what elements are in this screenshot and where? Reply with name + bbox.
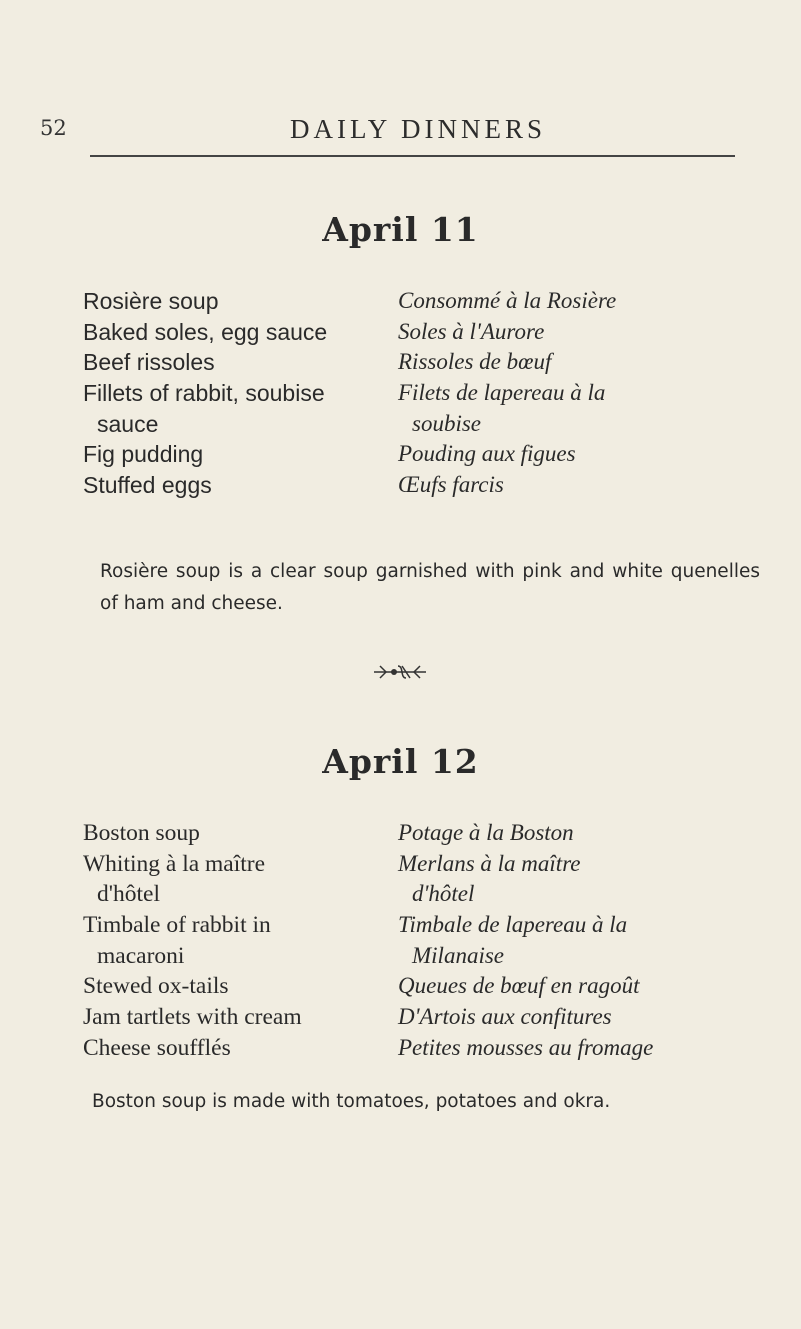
dish-english: Stuffed eggs	[83, 472, 212, 499]
dish-english: d'hôtel	[97, 881, 160, 908]
dish-french: Pouding aux figues	[398, 441, 576, 467]
dish-english: Jam tartlets with cream	[83, 1004, 302, 1031]
menu-date-heading: April 11	[322, 210, 479, 249]
dish-english: sauce	[97, 410, 159, 437]
dish-french: D'Artois aux confitures	[398, 1004, 612, 1030]
dish-french: Merlans à la maître	[398, 850, 581, 876]
french-dish-list	[398, 286, 758, 501]
dish-english: Stewed ox-tails	[83, 973, 229, 1000]
running-head: DAILY DINNERS	[290, 114, 547, 144]
dish-french: Consommé à la Rosière	[398, 288, 617, 313]
dish-english: Cheese soufflés	[83, 1034, 231, 1061]
header-rule	[90, 155, 735, 157]
dish-french: Œufs farcis	[398, 472, 504, 498]
dish-english: Beef rissoles	[83, 349, 215, 376]
dish-english: Fig pudding	[83, 441, 204, 468]
dish-french: Queues de bœuf en ragoût	[398, 973, 640, 999]
dish-french: Rissoles de bœuf	[398, 349, 552, 375]
english-dish-list	[83, 818, 383, 1064]
dish-french: Petites mousses au fromage	[398, 1034, 654, 1060]
dish-english: Baked soles, egg sauce	[83, 318, 328, 345]
english-dish-list	[83, 286, 383, 501]
dish-english: Rosière soup	[83, 288, 219, 314]
dish-french: Milanaise	[412, 942, 504, 968]
dish-french: Filets de lapereau à la	[398, 380, 606, 406]
ornament-divider	[370, 660, 430, 684]
dish-english: Timbale of rabbit in	[83, 912, 271, 939]
dish-english: Boston soup	[83, 820, 200, 846]
french-dish-list	[398, 818, 758, 1064]
dish-french: Timbale de lapereau à la	[398, 912, 628, 938]
dish-french: Soles à l'Aurore	[398, 318, 545, 344]
menu-note: Rosière soup is a clear soup garnished with pink and white quenelles of ham and cheese.	[100, 561, 760, 614]
dish-english: macaroni	[97, 942, 185, 969]
dish-english: Fillets of rabbit, soubise	[83, 380, 325, 407]
dish-french: soubise	[412, 410, 481, 436]
menu-note: Boston soup is made with tomatoes, potatoes and okra.	[92, 1091, 611, 1112]
dish-french: Potage à la Boston	[398, 820, 574, 845]
page-number: 52	[40, 116, 67, 140]
dish-english: Whiting à la maître	[83, 850, 266, 877]
menu-date-heading: April 12	[322, 742, 479, 781]
dish-french: d'hôtel	[412, 881, 475, 907]
